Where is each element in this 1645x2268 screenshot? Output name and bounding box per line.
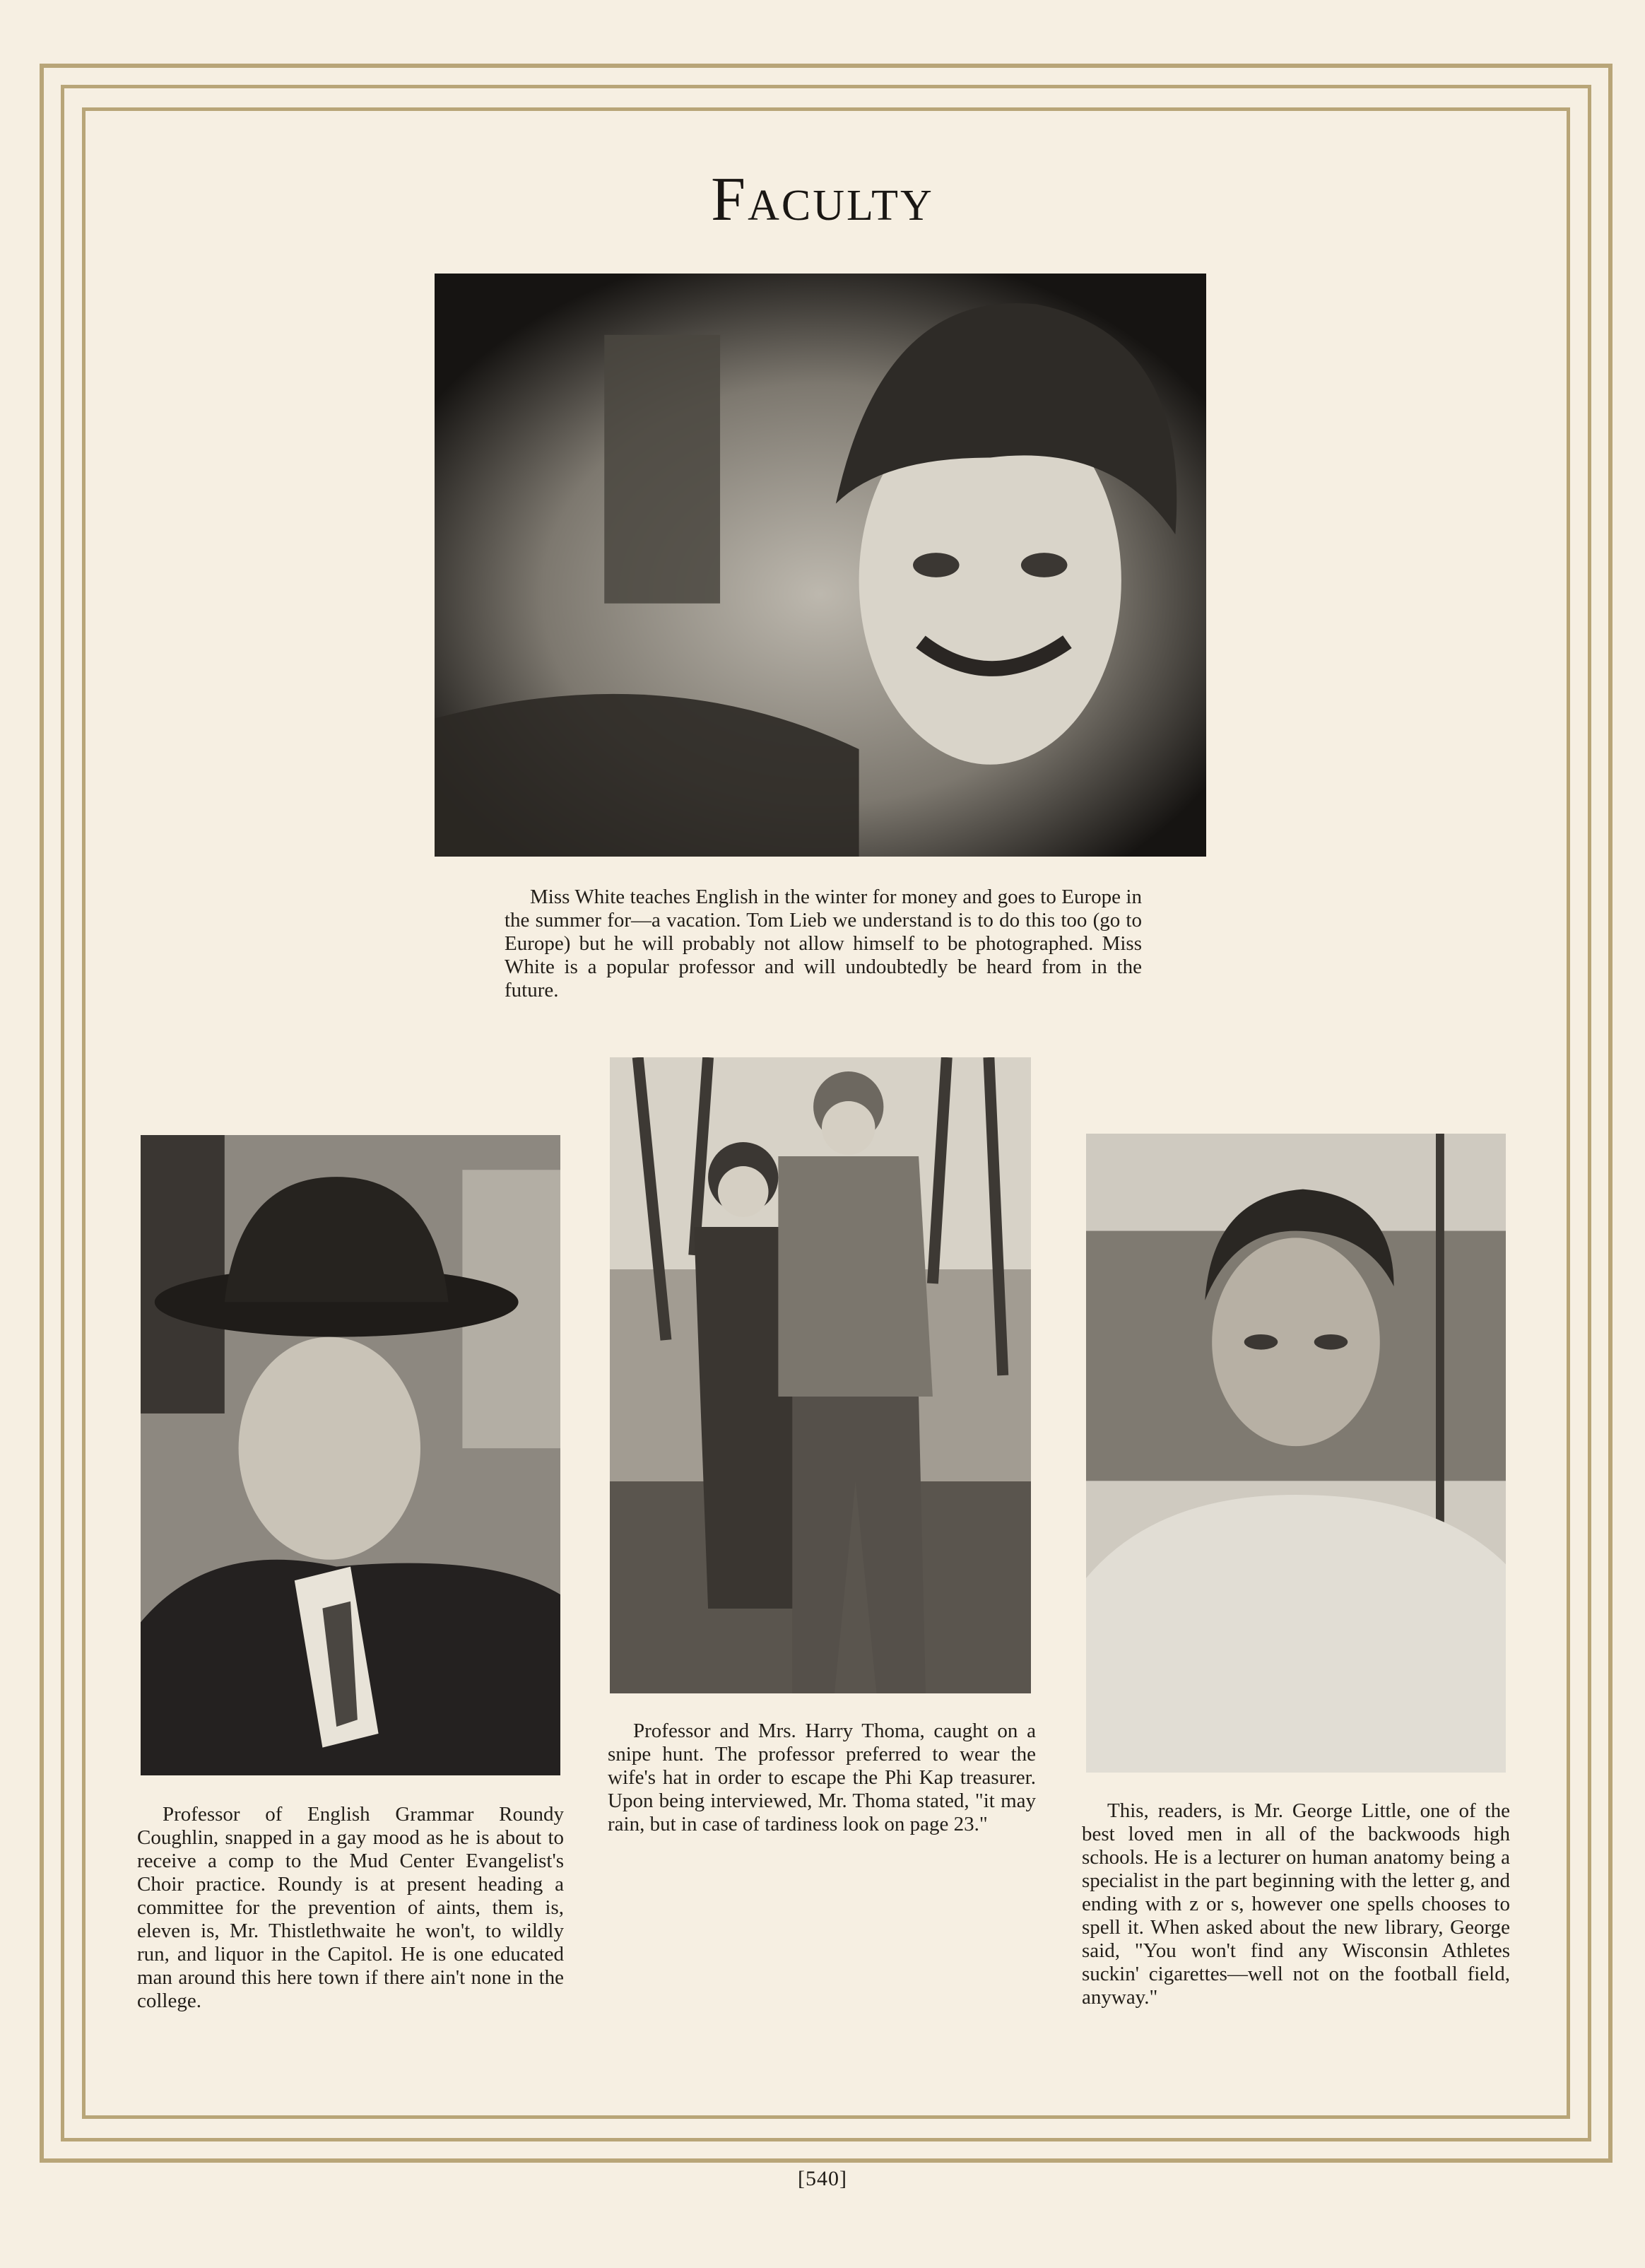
caption-george-little — [1082, 1799, 1510, 2009]
photo-thoma-couple — [610, 1057, 1031, 1693]
caption-roundy-coughlin-text: Professor of English Grammar Roundy Coughlin, snapped in a gay mood as he is about to receive a comp to the Mud Center Evangelist's Choir practice. Roundy is at present heading a committee for the prevention of aints, them is, eleven is, Mr. Thistlethwaite he won't, to wildly run, and liquor in the Capitol. He is one educated man around this here town if there ain't none in the college. — [137, 1803, 564, 2012]
photo-roundy-coughlin — [141, 1135, 560, 1775]
caption-thoma-couple — [608, 1720, 1036, 1836]
caption-thoma-couple-text: Professor and Mrs. Harry Thoma, caught on a snipe hunt. The professor preferred to wear the wife's hat in order to escape the Phi Kap treasurer. Upon being interviewed, Mr. Thoma stated, "it may rain, but in case of tardiness look on page 23." — [608, 1720, 1036, 1835]
photo-george-little — [1086, 1134, 1506, 1773]
photo-miss-white — [435, 274, 1206, 857]
caption-miss-white — [505, 886, 1142, 1002]
caption-miss-white-text: Miss White teaches English in the winter for money and goes to Europe in the summer for—a vacation. Tom Lieb we understand is to do this too (go to Europe) but he will probably not allow himself to be photographed. Miss White is a popular professor and will undoubtedly be heard from in the future. — [505, 886, 1142, 1001]
page-number: [540] — [798, 2167, 847, 2190]
caption-roundy-coughlin — [137, 1803, 564, 2013]
page-title: Faculty — [711, 165, 934, 234]
caption-george-little-text: This, readers, is Mr. George Little, one of the best loved men in all of the backwoods high schools. He is a lecturer on human anatomy being a specialist in the part beginning with the letter g, and ending with z or s, however one spells chooses to spell it. When asked about the new library, George said, "You won't find any Wisconsin Athletes suckin' cigarettes—well not on the football field, anyway." — [1082, 1799, 1510, 2009]
